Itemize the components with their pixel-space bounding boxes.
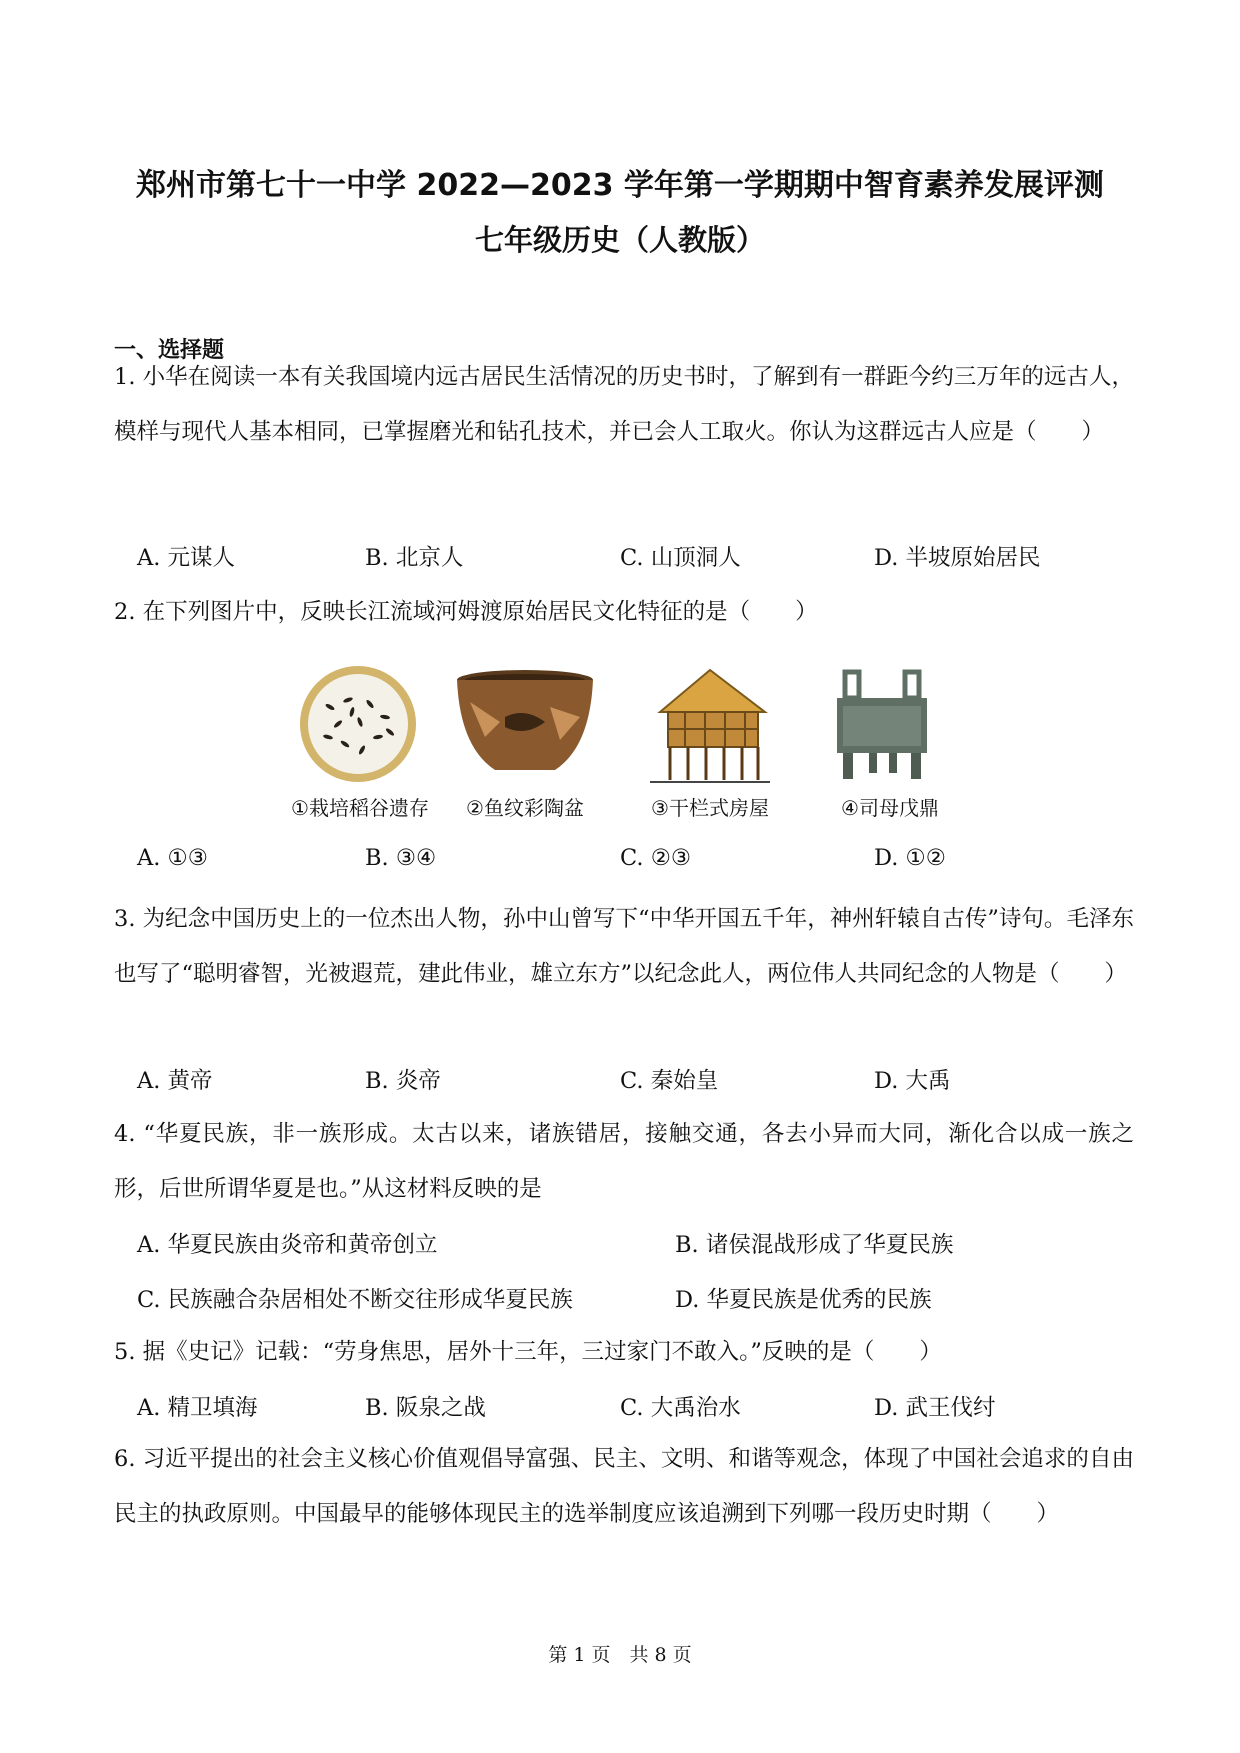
option-c[interactable]: C. 大禹治水 — [620, 1395, 741, 1421]
option-d[interactable]: D. 大禹 — [874, 1068, 951, 1094]
stilt-house-image — [630, 662, 790, 787]
question-2-options — [137, 845, 1137, 885]
option-a[interactable]: A. ①③ — [137, 845, 208, 871]
option-a[interactable]: A. 元谋人 — [137, 545, 236, 571]
option-b[interactable]: B. 北京人 — [365, 545, 464, 571]
exam-title: 郑州市第七十一中学 2022—2023 学年第一学期期中智育素养发展评测 — [136, 168, 1104, 203]
question-5-options — [137, 1390, 1137, 1430]
option-b[interactable]: B. 炎帝 — [365, 1068, 441, 1094]
option-c[interactable]: C. 山顶洞人 — [620, 545, 741, 571]
option-b[interactable]: B. 阪泉之战 — [365, 1395, 486, 1421]
question-2-images — [290, 662, 990, 832]
option-d[interactable]: D. ①② — [874, 845, 946, 871]
option-c[interactable]: C. ②③ — [620, 845, 692, 871]
option-d[interactable]: D. 武王伐纣 — [874, 1395, 996, 1421]
question-4-text: 4. “华夏民族，非一族形成。太古以来，诸族错居，接触交通，各去小异而大同，渐化合以成一族之形，后世所谓华夏是也。”从这材料反映的是 — [114, 1121, 1134, 1202]
question-5-text: 5. 据《史记》记载：“劳身焦思，居外十三年，三过家门不敢入。”反映的是（ ） — [114, 1339, 942, 1365]
image-caption-4: ④司母戊鼎 — [841, 796, 939, 820]
option-a[interactable]: A. 精卫填海 — [137, 1395, 258, 1421]
question-3-text: 3. 为纪念中国历史上的一位杰出人物，孙中山曾写下“中华开国五千年，神州轩辕自古传”诗句。毛泽东也写了“聪明睿智，光被遐荒，建此伟业，雄立东方”以纪念此人，两位伟人共同纪念的人物是（ ） — [114, 906, 1134, 987]
option-d[interactable]: D. 华夏民族是优秀的民族 — [675, 1287, 932, 1313]
option-c[interactable]: C. 民族融合杂居相处不断交往形成华夏民族 — [137, 1287, 573, 1313]
question-2-text: 2. 在下列图片中，反映长江流域河姆渡原始居民文化特征的是（ ） — [114, 599, 818, 625]
option-a[interactable]: A. 黄帝 — [137, 1068, 213, 1094]
question-3-options — [137, 1063, 1137, 1103]
rice-remains-image — [290, 662, 430, 787]
option-b[interactable]: B. 诸侯混战形成了华夏民族 — [675, 1232, 954, 1258]
fish-pattern-basin-image — [450, 662, 600, 787]
option-d[interactable]: D. 半坡原始居民 — [874, 545, 1041, 571]
image-caption-2: ②鱼纹彩陶盆 — [466, 796, 584, 820]
section-heading: 一、选择题 — [114, 338, 225, 363]
simuwu-ding-image — [825, 662, 955, 787]
question-1-text: 1. 小华在阅读一本有关我国境内远古居民生活情况的历史书时，了解到有一群距今约三万年的远古人，模样与现代人基本相同，已掌握磨光和钻孔技术，并已会人工取火。你认为这群远古人应是（ ） — [114, 364, 1134, 445]
image-caption-3: ③干栏式房屋 — [651, 796, 769, 820]
question-4-options-row2 — [137, 1282, 1137, 1322]
option-c[interactable]: C. 秦始皇 — [620, 1068, 719, 1094]
page-footer: 第 1 页 共 8 页 — [548, 1644, 692, 1666]
question-4-options-row1 — [137, 1227, 1137, 1267]
option-a[interactable]: A. 华夏民族由炎帝和黄帝创立 — [137, 1232, 438, 1258]
exam-subtitle: 七年级历史（人教版） — [474, 223, 765, 257]
question-1-options — [137, 540, 1137, 580]
option-b[interactable]: B. ③④ — [365, 845, 437, 871]
question-6-text: 6. 习近平提出的社会主义核心价值观倡导富强、民主、文明、和谐等观念，体现了中国社会追求的自由民主的执政原则。中国最早的能够体现民主的选举制度应该追溯到下列哪一段历史时期（ ） — [114, 1446, 1134, 1527]
image-caption-1: ①栽培稻谷遗存 — [291, 796, 429, 820]
